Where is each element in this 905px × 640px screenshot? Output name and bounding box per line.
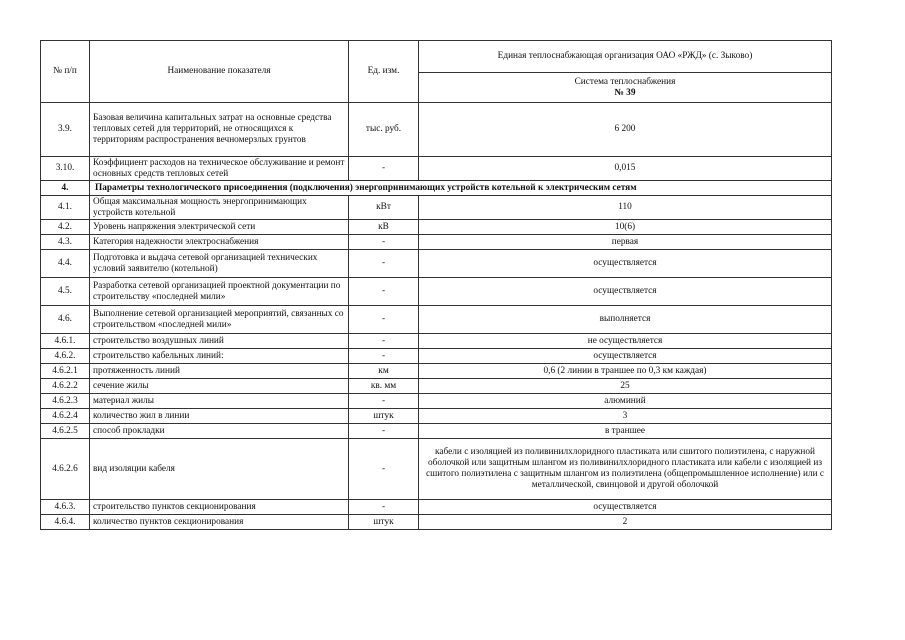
value-cell: 0,015 [419, 157, 832, 181]
row-number: 4.6.2.1 [41, 364, 90, 379]
unit-cell: тыс. руб. [349, 103, 419, 157]
table-body [41, 41, 832, 530]
indicator-name: материал жилы [90, 394, 349, 409]
indicator-name: вид изоляции кабеля [90, 439, 349, 500]
table-row [41, 349, 832, 364]
indicator-name: Базовая величина капитальных затрат на основные средства тепловых сетей для территорий, не относящихся к территориям распространения вечномерзлых грунтов [90, 103, 349, 157]
indicator-name: Коэффициент расходов на техническое обслуживание и ремонт основных средств тепловых сетей [90, 157, 349, 181]
table-row [41, 278, 832, 306]
unit-cell: - [349, 334, 419, 349]
table-row [41, 500, 832, 515]
unit-cell: - [349, 250, 419, 278]
unit-cell: - [349, 349, 419, 364]
indicator-name: количество пунктов секционирования [90, 515, 349, 530]
indicator-name: Подготовка и выдача сетевой организацией технических условий заявителю (котельной) [90, 250, 349, 278]
indicator-name: Разработка сетевой организацией проектной документации по строительству «последней мили» [90, 278, 349, 306]
value-cell: 110 [419, 196, 832, 220]
table-row [41, 379, 832, 394]
unit-cell: штук [349, 409, 419, 424]
indicator-name: Уровень напряжения электрической сети [90, 220, 349, 235]
unit-cell: - [349, 235, 419, 250]
table-row [41, 439, 832, 500]
indicator-name: протяженность линий [90, 364, 349, 379]
row-number: 4.6.4. [41, 515, 90, 530]
value-cell: кабели с изоляцией из поливинилхлоридного пластиката или сшитого полиэтилена, с наружной оболочкой или защитным шлангом из поливинилхлоридного пластиката или кабели с изоляцией из сшитого полиэтилена с защитным шлангом из полиэтилена (общепромышленное исполнение) или с металлической, свинцовой и другой оболочкой [419, 439, 832, 500]
indicator-name: Общая максимальная мощность энергопринимающих устройств котельной [90, 196, 349, 220]
table-row [41, 515, 832, 530]
header-organization: Единая теплоснабжающая организация ОАО «РЖД» (с. Зыково) [419, 41, 832, 73]
row-number: 3.10. [41, 157, 90, 181]
row-number: 4.2. [41, 220, 90, 235]
value-cell: не осуществляется [419, 334, 832, 349]
indicator-name: количество жил в линии [90, 409, 349, 424]
indicator-name: строительство воздушных линий [90, 334, 349, 349]
row-number: 4.5. [41, 278, 90, 306]
row-number: 4.4. [41, 250, 90, 278]
row-number: 4. [41, 181, 90, 196]
unit-cell: - [349, 439, 419, 500]
section-title: Параметры технологического присоединения (подключения) энергопринимающих устройств котельной к электрическим сетям [90, 181, 832, 196]
indicator-name: сечение жилы [90, 379, 349, 394]
value-cell: 0,6 (2 линии в траншее по 0,3 км каждая) [419, 364, 832, 379]
unit-cell: - [349, 157, 419, 181]
table-row [41, 394, 832, 409]
row-number: 4.3. [41, 235, 90, 250]
value-cell: первая [419, 235, 832, 250]
table-row [41, 235, 832, 250]
table-row [41, 157, 832, 181]
table-row [41, 334, 832, 349]
value-cell: выполняется [419, 306, 832, 334]
unit-cell: - [349, 278, 419, 306]
unit-cell: - [349, 500, 419, 515]
row-number: 4.6.2. [41, 349, 90, 364]
table-row [41, 424, 832, 439]
row-number: 4.6. [41, 306, 90, 334]
unit-cell: штук [349, 515, 419, 530]
row-number: 4.6.2.4 [41, 409, 90, 424]
table-row [41, 364, 832, 379]
value-cell: осуществляется [419, 250, 832, 278]
table-header-row [41, 41, 832, 73]
header-num: № п/п [41, 41, 90, 103]
table-row [41, 306, 832, 334]
value-cell: в траншее [419, 424, 832, 439]
header-name: Наименование показателя [90, 41, 349, 103]
row-number: 3.9. [41, 103, 90, 157]
row-number: 4.6.2.3 [41, 394, 90, 409]
value-cell: 25 [419, 379, 832, 394]
row-number: 4.6.3. [41, 500, 90, 515]
unit-cell: кв. мм [349, 379, 419, 394]
table-row [41, 250, 832, 278]
indicator-name: Выполнение сетевой организацией мероприятий, связанных со строительством «последней мили» [90, 306, 349, 334]
value-cell: 10(6) [419, 220, 832, 235]
unit-cell: кВ [349, 220, 419, 235]
header-unit: Ед. изм. [349, 41, 419, 103]
row-number: 4.1. [41, 196, 90, 220]
indicator-name: Категория надежности электроснабжения [90, 235, 349, 250]
section-row [41, 181, 832, 196]
table-row [41, 196, 832, 220]
unit-cell: кВт [349, 196, 419, 220]
unit-cell: - [349, 394, 419, 409]
value-cell: осуществляется [419, 500, 832, 515]
unit-cell: - [349, 306, 419, 334]
value-cell: 3 [419, 409, 832, 424]
row-number: 4.6.1. [41, 334, 90, 349]
table-row [41, 220, 832, 235]
row-number: 4.6.2.6 [41, 439, 90, 500]
value-cell: 2 [419, 515, 832, 530]
indicator-table [40, 40, 832, 530]
value-cell: 6 200 [419, 103, 832, 157]
header-system-number: № 39 [614, 87, 636, 98]
header-system [419, 73, 832, 103]
value-cell: осуществляется [419, 349, 832, 364]
indicator-name: строительство кабельных линий: [90, 349, 349, 364]
header-system-label: Система теплоснабжения [574, 76, 676, 87]
table-row [41, 409, 832, 424]
indicator-name: строительство пунктов секционирования [90, 500, 349, 515]
table-row [41, 103, 832, 157]
value-cell: осуществляется [419, 278, 832, 306]
row-number: 4.6.2.5 [41, 424, 90, 439]
value-cell: алюминий [419, 394, 832, 409]
indicator-name: способ прокладки [90, 424, 349, 439]
row-number: 4.6.2.2 [41, 379, 90, 394]
unit-cell: км [349, 364, 419, 379]
unit-cell: - [349, 424, 419, 439]
